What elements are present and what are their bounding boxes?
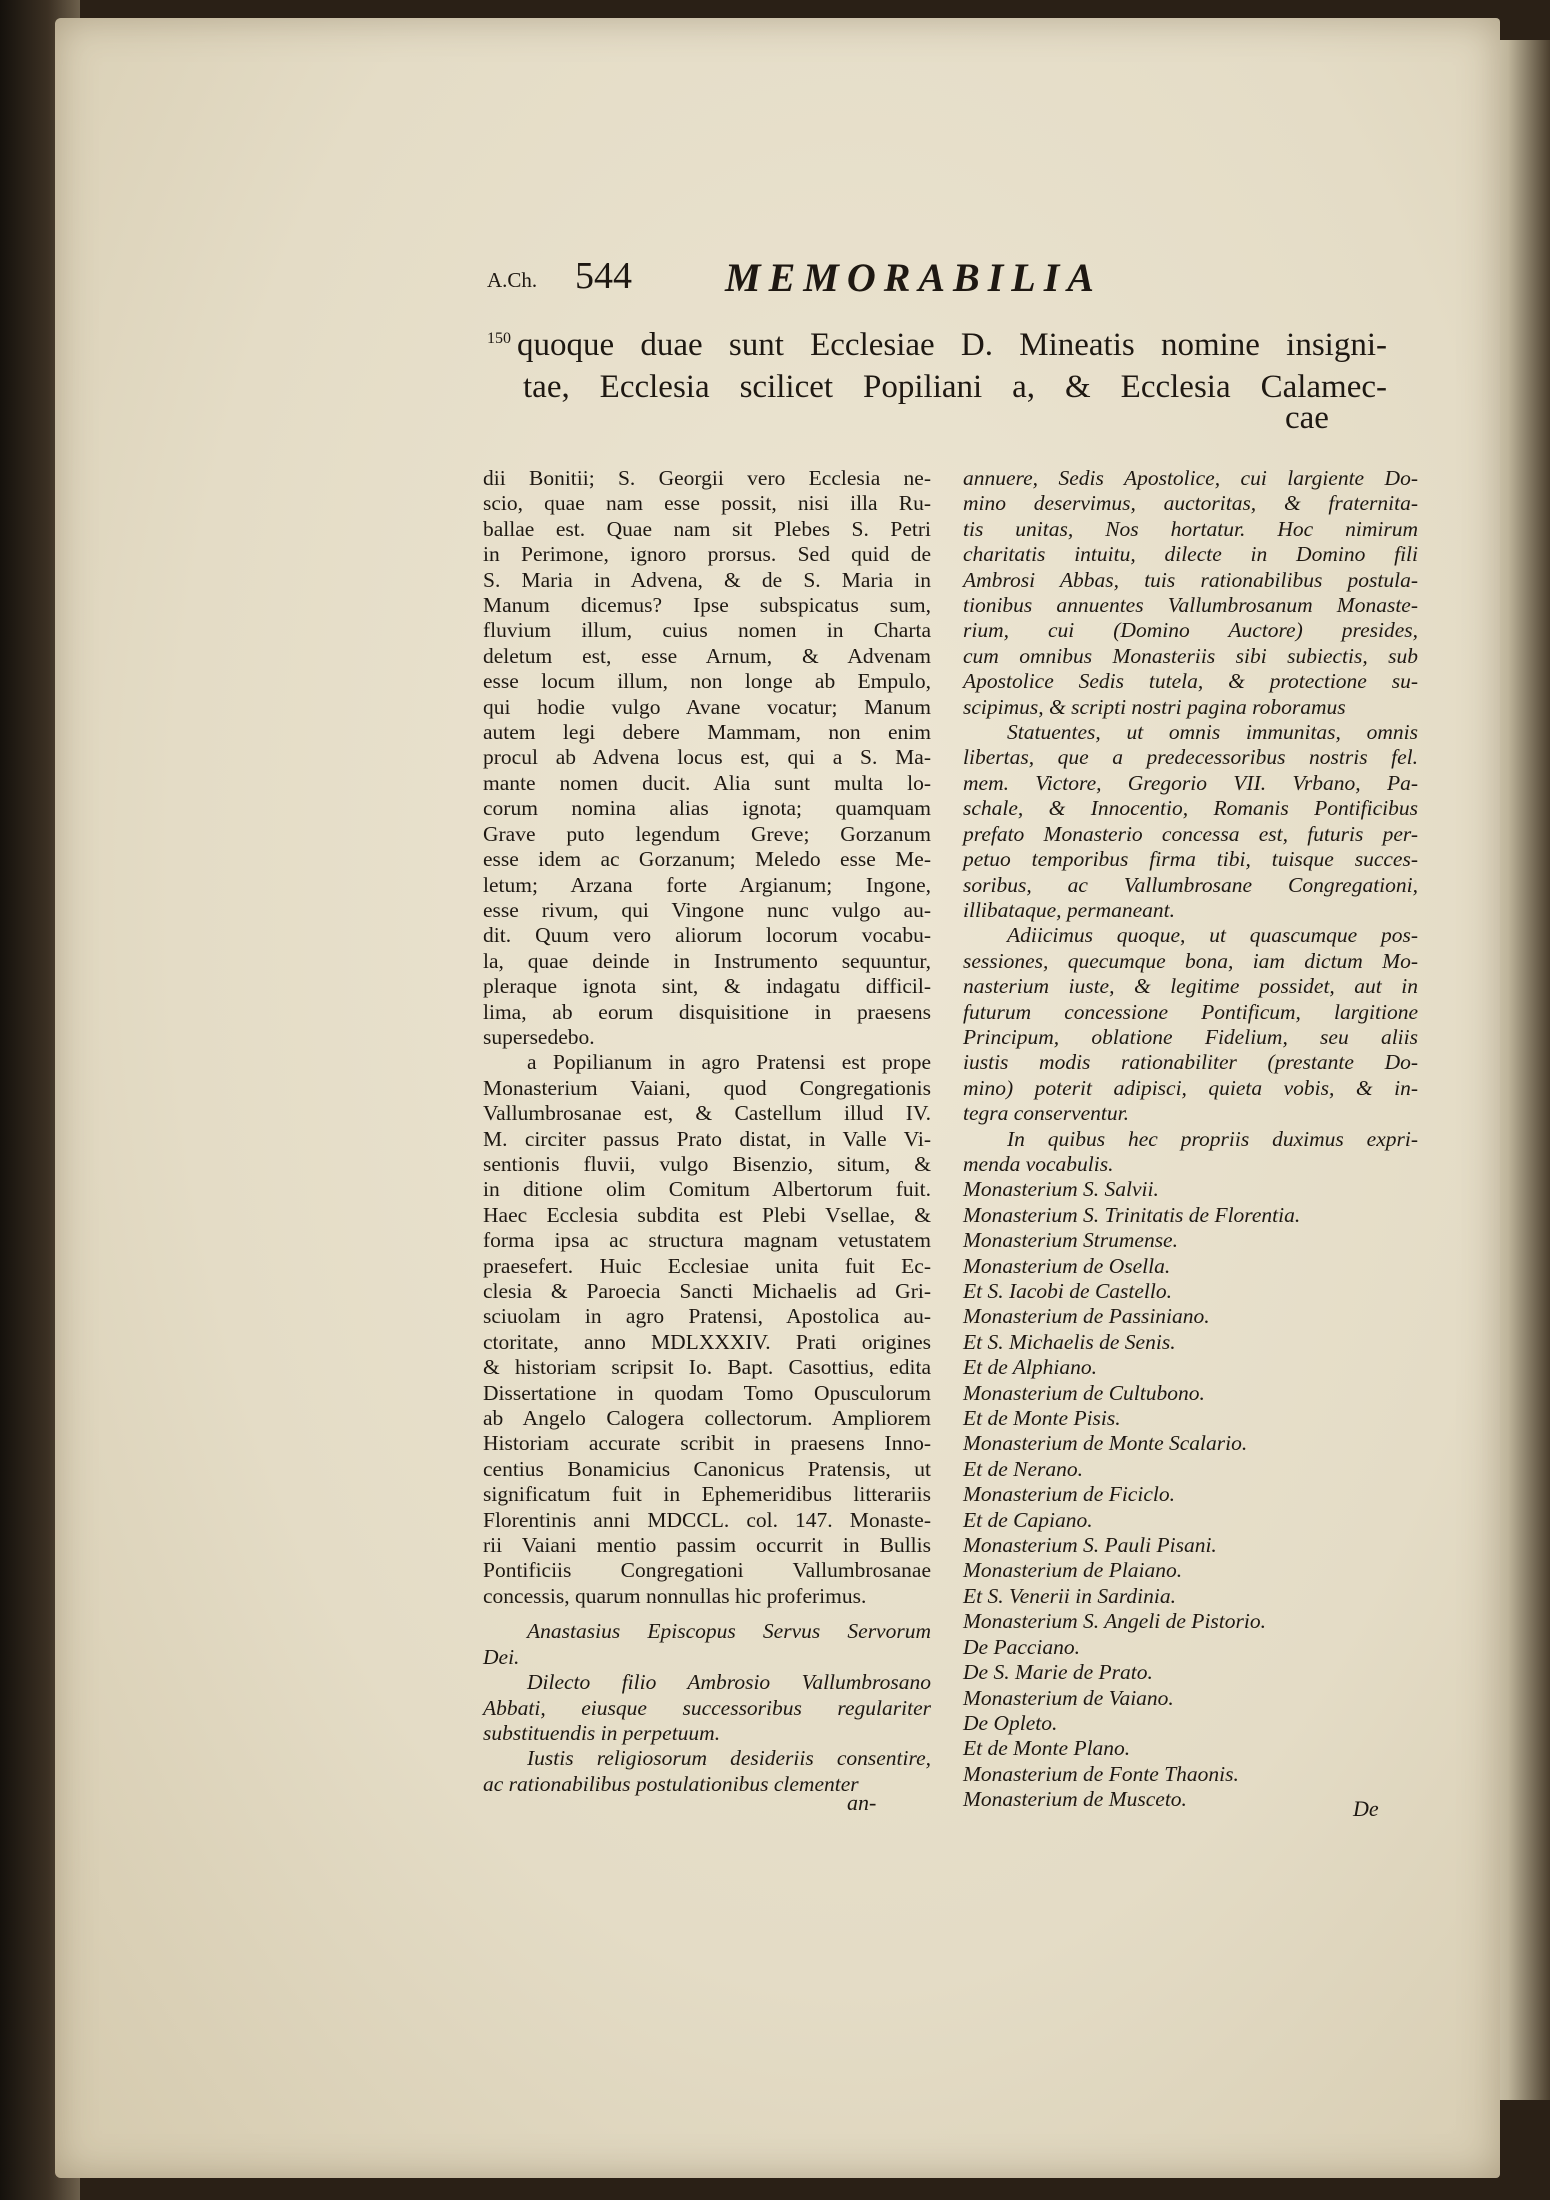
right-line: tionibus annuentes Vallumbrosanum Monaste- — [963, 593, 1418, 618]
right-line: Monasterium de Cultubono. — [963, 1380, 1205, 1405]
right-line: cum omnibus Monasteriis sibi subiectis, sub — [963, 643, 1418, 668]
right-line: Monasterium S. Trinitatis de Florentia. — [963, 1202, 1301, 1227]
left-line: lima, ab eorum disquisitione in praesens — [483, 999, 931, 1024]
left-line: Florentinis anni MDCCL. col. 147. Monaste- — [483, 1507, 931, 1532]
intro-line: tae, Ecclesia scilicet Popiliani a, & Ecclesia Calamec- — [523, 369, 1387, 405]
running-title: MEMORABILIA — [725, 255, 1102, 300]
left-line: clesia & Paroecia Sancti Michaelis ad Gri- — [483, 1279, 931, 1303]
page-number: 544 — [575, 255, 632, 297]
left-line: sentionis fluvii, vulgo Bisenzio, situm, & — [483, 1151, 931, 1176]
left-line: ctoritate, anno MDLXXXIV. Prati origines — [483, 1329, 931, 1354]
right-line: In quibus hec propriis duximus expri- — [1007, 1126, 1418, 1151]
right-line: Monasterium de Fonte Thaonis. — [963, 1761, 1239, 1786]
right-line: Monasterium de Osella. — [963, 1253, 1171, 1278]
right-line: Monasterium S. Pauli Pisani. — [963, 1533, 1217, 1558]
left-line: Monasterium Vaiani, quod Congregationis — [483, 1075, 931, 1100]
left-column — [483, 466, 931, 1797]
right-line: illibataque, permaneant. — [963, 897, 1175, 922]
right-line: charitatis intuitu, dilecte in Domino fili — [963, 542, 1418, 567]
right-line: tegra conserventur. — [963, 1101, 1129, 1126]
left-line: scio, quae nam esse possit, nisi illa Ru- — [483, 491, 931, 516]
left-line: esse rivum, qui Vingone nunc vulgo au- — [483, 897, 931, 922]
right-line: De Pacciano. — [963, 1634, 1081, 1659]
right-line: prefato Monasterio concessa est, futuris per- — [963, 821, 1418, 846]
right-line: mem. Victore, Gregorio VII. Vrbano, Pa- — [963, 770, 1418, 795]
right-line: Et de Nerano. — [963, 1456, 1084, 1481]
left-line: in ditione olim Comitum Albertorum fuit. — [483, 1177, 931, 1202]
left-line: ab Angelo Calogera collectorum. Ampliorem — [483, 1406, 931, 1431]
left-line: Haec Ecclesia subdita est Plebi Vsellae, & — [483, 1202, 931, 1227]
left-line: procul ab Advena locus est, qui a S. Ma- — [483, 745, 931, 770]
left-line: significatum fuit in Ephemeridibus litterariis — [483, 1482, 931, 1507]
left-line: mante nomen ducit. Alia sunt multa lo- — [483, 770, 931, 795]
right-line: Et de Alphiano. — [963, 1355, 1097, 1380]
right-column — [963, 466, 1418, 1813]
left-line: qui hodie vulgo Avane vocatur; Manum — [483, 694, 931, 719]
left-line: concessis, quarum nonnullas hic proferimus. — [483, 1583, 867, 1608]
left-line: esse idem ac Gorzanum; Meledo esse Me- — [483, 847, 931, 872]
left-line: Iustis religiosorum desideriis consentire, — [527, 1746, 931, 1771]
right-line: Ambrosi Abbas, tuis rationabilibus postula- — [963, 567, 1418, 592]
right-line: Adiicimus quoque, ut quascumque pos- — [1007, 923, 1418, 948]
left-line: supersedebo. — [483, 1024, 595, 1049]
left-line: Anastasius Episcopus Servus Servorum — [527, 1619, 931, 1644]
page-header — [55, 254, 1500, 304]
left-line: Dei. — [483, 1644, 520, 1669]
right-line: Et de Monte Plano. — [963, 1736, 1131, 1761]
right-line: Et S. Venerii in Sardinia. — [963, 1583, 1176, 1608]
right-line: De S. Marie de Prato. — [963, 1660, 1153, 1685]
left-line: Dilecto filio Ambrosio Vallumbrosano — [527, 1670, 931, 1695]
right-line: Apostolice Sedis tutela, & protectione su- — [963, 669, 1418, 694]
left-line: & historiam scripsit Io. Bapt. Casottius, edita — [483, 1355, 931, 1380]
left-line: fluvium illum, cuius nomen in Charta — [483, 618, 931, 643]
left-line: Vallumbrosanae est, & Castellum illud IV. — [483, 1101, 931, 1126]
left-line: sciuolam in agro Pratensi, Apostolica au- — [483, 1304, 931, 1329]
right-line: soribus, ac Vallumbrosane Congregationi, — [963, 872, 1418, 897]
right-line: Monasterium de Passiniano. — [963, 1304, 1210, 1329]
right-line: scipimus, & scripti nostri pagina roboramus — [963, 694, 1346, 719]
right-line: Monasterium S. Salvii. — [963, 1177, 1159, 1202]
right-line: tis unitas, Nos hortatur. Hoc nimirum — [963, 516, 1418, 541]
right-line: Statuentes, ut omnis immunitas, omnis — [1007, 720, 1418, 745]
left-line: dit. Quum vero aliorum locorum vocabu- — [483, 923, 931, 948]
left-line: Manum dicemus? Ipse subspicatus sum, — [483, 593, 931, 618]
left-line: la, quae deinde in Instrumento sequuntur, — [483, 948, 931, 973]
paragraph-gap — [483, 1609, 931, 1619]
right-line: Principum, oblatione Fidelium, seu aliis — [963, 1024, 1418, 1049]
right-line: nasterium iuste, & legitime possidet, aut in — [963, 974, 1418, 999]
right-line: iustis modis rationabiliter (prestante Do- — [963, 1050, 1418, 1075]
left-line: Abbati, eiusque successoribus regulariter — [483, 1695, 931, 1720]
left-line: praesefert. Huic Ecclesiae unita fuit Ec- — [483, 1253, 931, 1278]
right-line: Et de Monte Pisis. — [963, 1406, 1121, 1431]
left-catchword: an- — [847, 1790, 877, 1815]
right-line: De Opleto. — [963, 1710, 1058, 1735]
right-catchword: De — [1353, 1796, 1379, 1821]
right-line: rium, cui (Domino Auctore) presides, — [963, 618, 1418, 643]
left-line: Historiam accurate scribit in praesens Inno- — [483, 1431, 931, 1456]
intro-line: $^{150}$ quoque duae sunt Ecclesiae D. Mineatis nomine insigni- — [487, 327, 1387, 363]
left-line: S. Maria in Advena, & de S. Maria in — [483, 567, 931, 592]
left-line: Grave puto legendum Greve; Gorzanum — [483, 821, 931, 846]
left-line: esse locum illum, non longe ab Empulo, — [483, 669, 931, 694]
right-line: Et de Capiano. — [963, 1507, 1093, 1532]
left-line: corum nomina alias ignota; quamquam — [483, 796, 931, 821]
left-line: pleraque ignota sint, & indagatu difficil- — [483, 974, 931, 999]
right-line: mino deservimus, auctoritas, & fraternita- — [963, 491, 1418, 516]
left-line: M. circiter passus Prato distat, in Valle Vi- — [483, 1126, 931, 1151]
left-line: Pontificiis Congregationi Vallumbrosanae — [483, 1558, 931, 1583]
right-line: mino) poterit adipisci, quieta vobis, & in- — [963, 1075, 1418, 1100]
left-line: in Perimone, ignoro prorsus. Sed quid de — [483, 542, 931, 567]
left-line: a Popilianum in agro Pratensi est prope — [527, 1050, 931, 1075]
left-line: forma ipsa ac structura magnam vetustatem — [483, 1228, 931, 1253]
book-page — [55, 18, 1500, 2178]
right-line: Monasterium de Monte Scalario. — [963, 1431, 1248, 1456]
right-line: annuere, Sedis Apostolice, cui largiente Do- — [963, 466, 1418, 490]
left-line: letum; Arzana forte Argianum; Ingone, — [483, 872, 931, 897]
left-line: deletum est, esse Arnum, & Advenam — [483, 643, 931, 668]
right-line: Et S. Iacobi de Castello. — [963, 1279, 1172, 1303]
right-line: petuo temporibus firma tibi, tuisque succes- — [963, 847, 1418, 872]
margin-label: A.Ch. — [487, 268, 538, 292]
right-line: Monasterium de Musceto. — [963, 1787, 1187, 1812]
right-line: schale, & Innocentio, Romanis Pontificibus — [963, 796, 1418, 821]
left-line: centius Bonamicius Canonicus Pratensis, ut — [483, 1456, 931, 1481]
left-line: ballae est. Quae nam sit Plebes S. Petri — [483, 516, 931, 541]
right-line: sessiones, quecumque bona, iam dictum Mo- — [963, 948, 1418, 973]
right-line: futurum concessione Pontificum, largitione — [963, 999, 1418, 1024]
right-line: menda vocabulis. — [963, 1151, 1114, 1176]
left-line: substituendis in perpetuum. — [483, 1720, 721, 1745]
left-line: Dissertatione in quodam Tomo Opusculorum — [483, 1380, 931, 1405]
right-line: Monasterium Strumense. — [963, 1228, 1178, 1253]
left-line: dii Bonitii; S. Georgii vero Ecclesia ne- — [483, 466, 931, 490]
right-line: libertas, que a predecessoribus nostris fel. — [963, 745, 1418, 770]
right-line: Monasterium S. Angeli de Pistorio. — [963, 1609, 1266, 1634]
right-line: Et S. Michaelis de Senis. — [963, 1329, 1176, 1354]
right-line: Monasterium de Plaiano. — [963, 1558, 1183, 1583]
right-line: Monasterium de Ficiclo. — [963, 1482, 1175, 1507]
intro-line-end: cae — [1285, 400, 1329, 436]
intro-paragraph — [487, 318, 1387, 408]
left-line: autem legi debere Mammam, non enim — [483, 720, 931, 745]
margin-number: 150 — [487, 330, 511, 347]
left-line: ac rationabilibus postulationibus clementer — [483, 1771, 859, 1796]
right-line: Monasterium de Vaiano. — [963, 1685, 1174, 1710]
left-line: rii Vaiani mentio passim occurrit in Bullis — [483, 1533, 931, 1558]
